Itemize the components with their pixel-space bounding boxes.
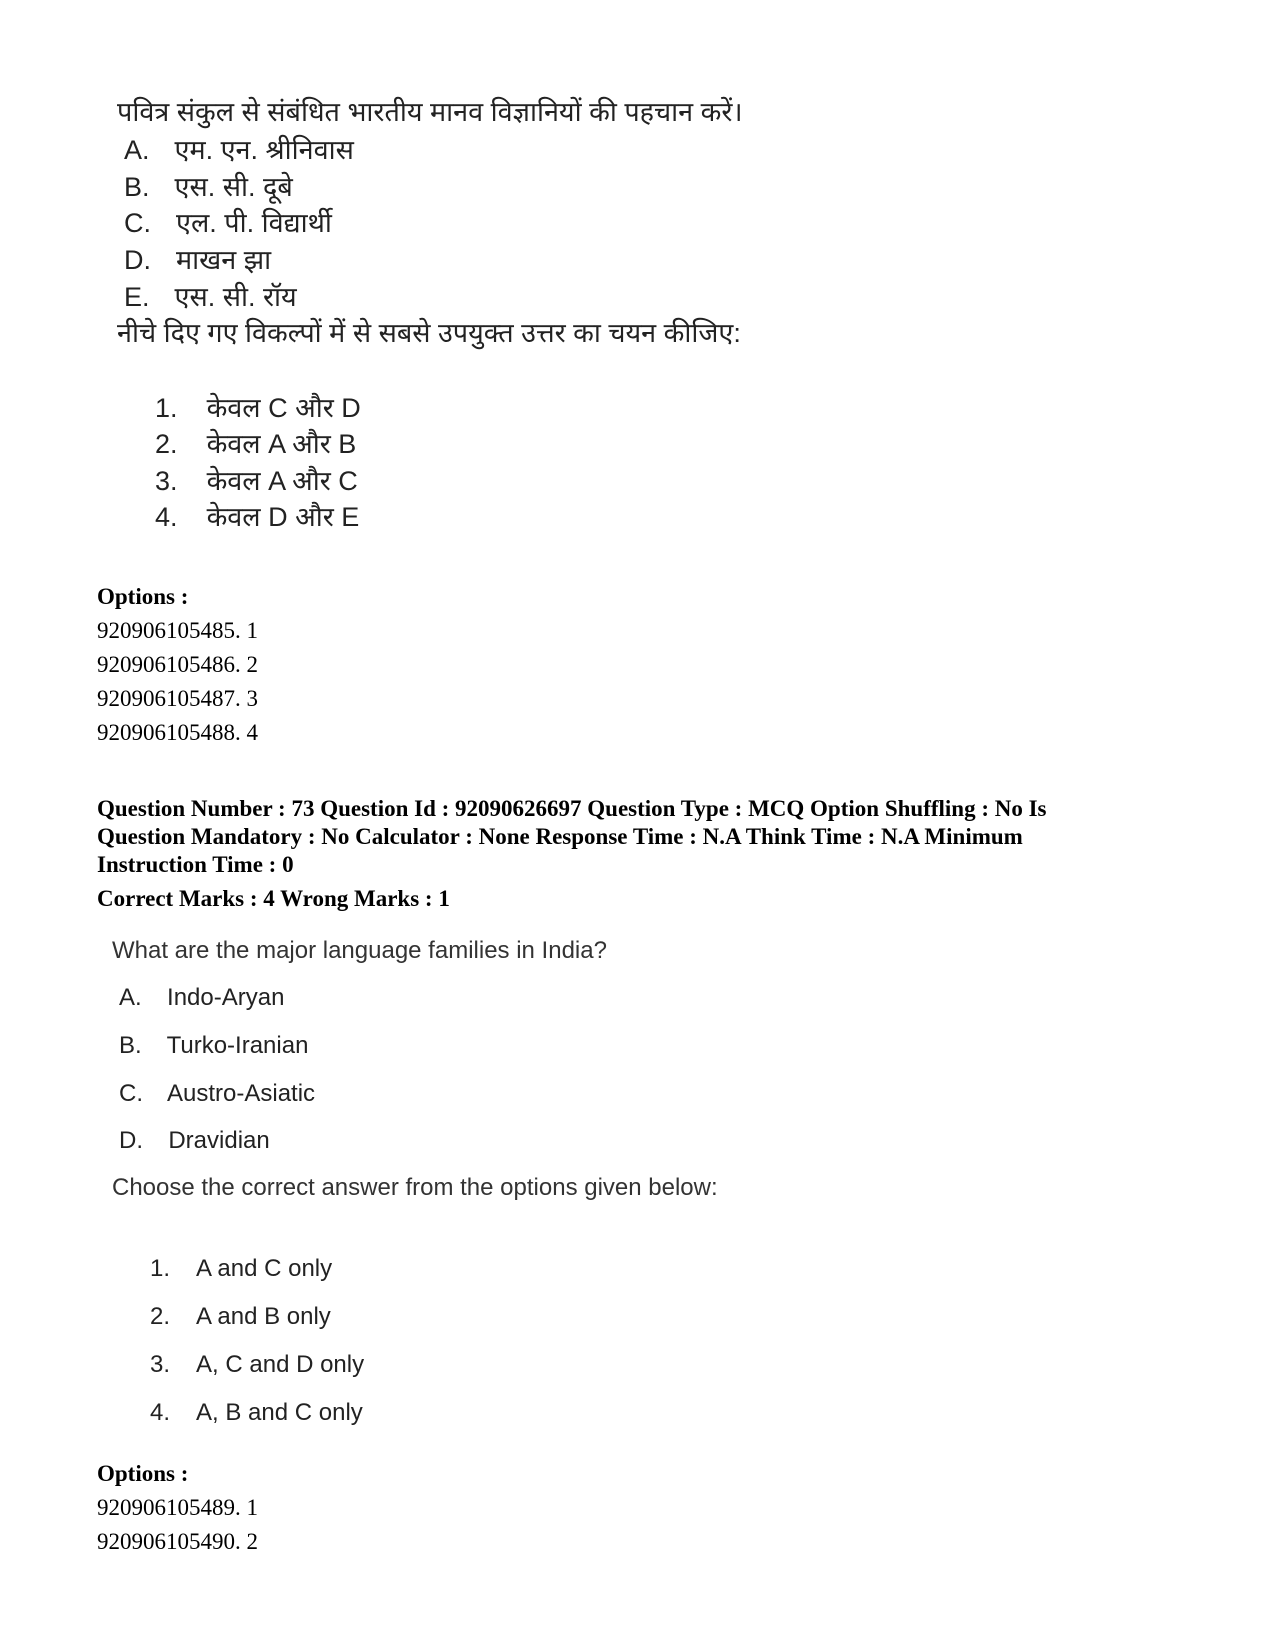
list-item [124,167,293,204]
question-meta-line: Question Mandatory : No Calculator : None Response Time : N.A Think Time : N.A Minimum [97,824,1023,849]
item-letter: E. [124,282,150,312]
choice-number: 2. [150,1303,171,1330]
item-text: Dravidian [168,1127,270,1154]
choice-item [150,1399,363,1427]
question-text: What are the major language families in India? [112,937,607,964]
option-line: 920906105486. 2 [97,652,258,677]
choice-item [150,1351,364,1379]
question-text: पवित्र संकुल से संबंधित भारतीय मानव विज्ञानियों की पहचान करें। [117,97,743,127]
option-line: 920906105485. 1 [97,618,258,643]
choice-number: 4. [150,1399,171,1426]
item-letter: B. [119,1032,142,1059]
choice-text: केवल C और D [206,393,361,423]
choice-item [150,1255,332,1283]
item-letter: C. [119,1080,143,1107]
list-item [119,1080,315,1108]
item-letter: C. [124,208,151,238]
option-line: 920906105489. 1 [97,1495,258,1520]
item-letter: B. [124,172,150,202]
choice-text: केवल D और E [206,502,360,532]
choice-text: केवल A और B [206,429,357,459]
item-text: एस. सी. दूबे [174,172,293,202]
list-item [124,203,332,240]
choice-item [155,424,356,461]
choice-number: 4. [155,502,178,532]
item-letter: A. [124,135,150,165]
list-item [124,130,354,167]
item-text: एस. सी. रॉय [174,282,297,312]
list-item [119,1127,270,1155]
item-letter: A. [119,984,142,1011]
choice-number: 3. [150,1351,171,1378]
list-item [119,1032,308,1060]
item-text: Indo-Aryan [167,984,285,1011]
options-label: Options : [97,1461,189,1486]
question-meta-line: Question Number : 73 Question Id : 92090626697 Question Type : MCQ Option Shuffling : No Is [97,796,1047,821]
instruction-text: Choose the correct answer from the options given below: [112,1174,718,1201]
choice-item [155,388,361,425]
item-text: Turko-Iranian [166,1032,309,1059]
choice-item [150,1303,331,1331]
choice-text: केवल A और C [206,466,358,496]
list-item [124,240,271,277]
option-line: 920906105488. 4 [97,720,258,745]
choice-text: A, B and C only [196,1399,363,1426]
item-letter: D. [124,245,151,275]
option-line: 920906105490. 2 [97,1529,258,1554]
list-item [119,984,284,1012]
choice-number: 1. [150,1255,171,1282]
item-letter: D. [119,1127,143,1154]
item-text: एम. एन. श्रीनिवास [174,135,354,165]
question-meta-line: Instruction Time : 0 [97,852,294,877]
choice-number: 3. [155,466,178,496]
choice-text: A and C only [196,1255,333,1282]
item-text: एल. पी. विद्यार्थी [176,208,332,238]
instruction-text: नीचे दिए गए विकल्पों में से सबसे उपयुक्त उत्तर का चयन कीजिए: [117,318,741,348]
choice-number: 1. [155,393,178,423]
choice-text: A, C and D only [196,1351,365,1378]
options-label: Options : [97,584,189,609]
item-text: माखन झा [176,245,272,275]
choice-number: 2. [155,429,178,459]
choice-text: A and B only [196,1303,331,1330]
choice-item [155,461,358,498]
option-line: 920906105487. 3 [97,686,258,711]
item-text: Austro-Asiatic [167,1080,316,1107]
list-item [124,277,297,314]
choice-item [155,497,359,534]
marks-line: Correct Marks : 4 Wrong Marks : 1 [97,886,450,911]
